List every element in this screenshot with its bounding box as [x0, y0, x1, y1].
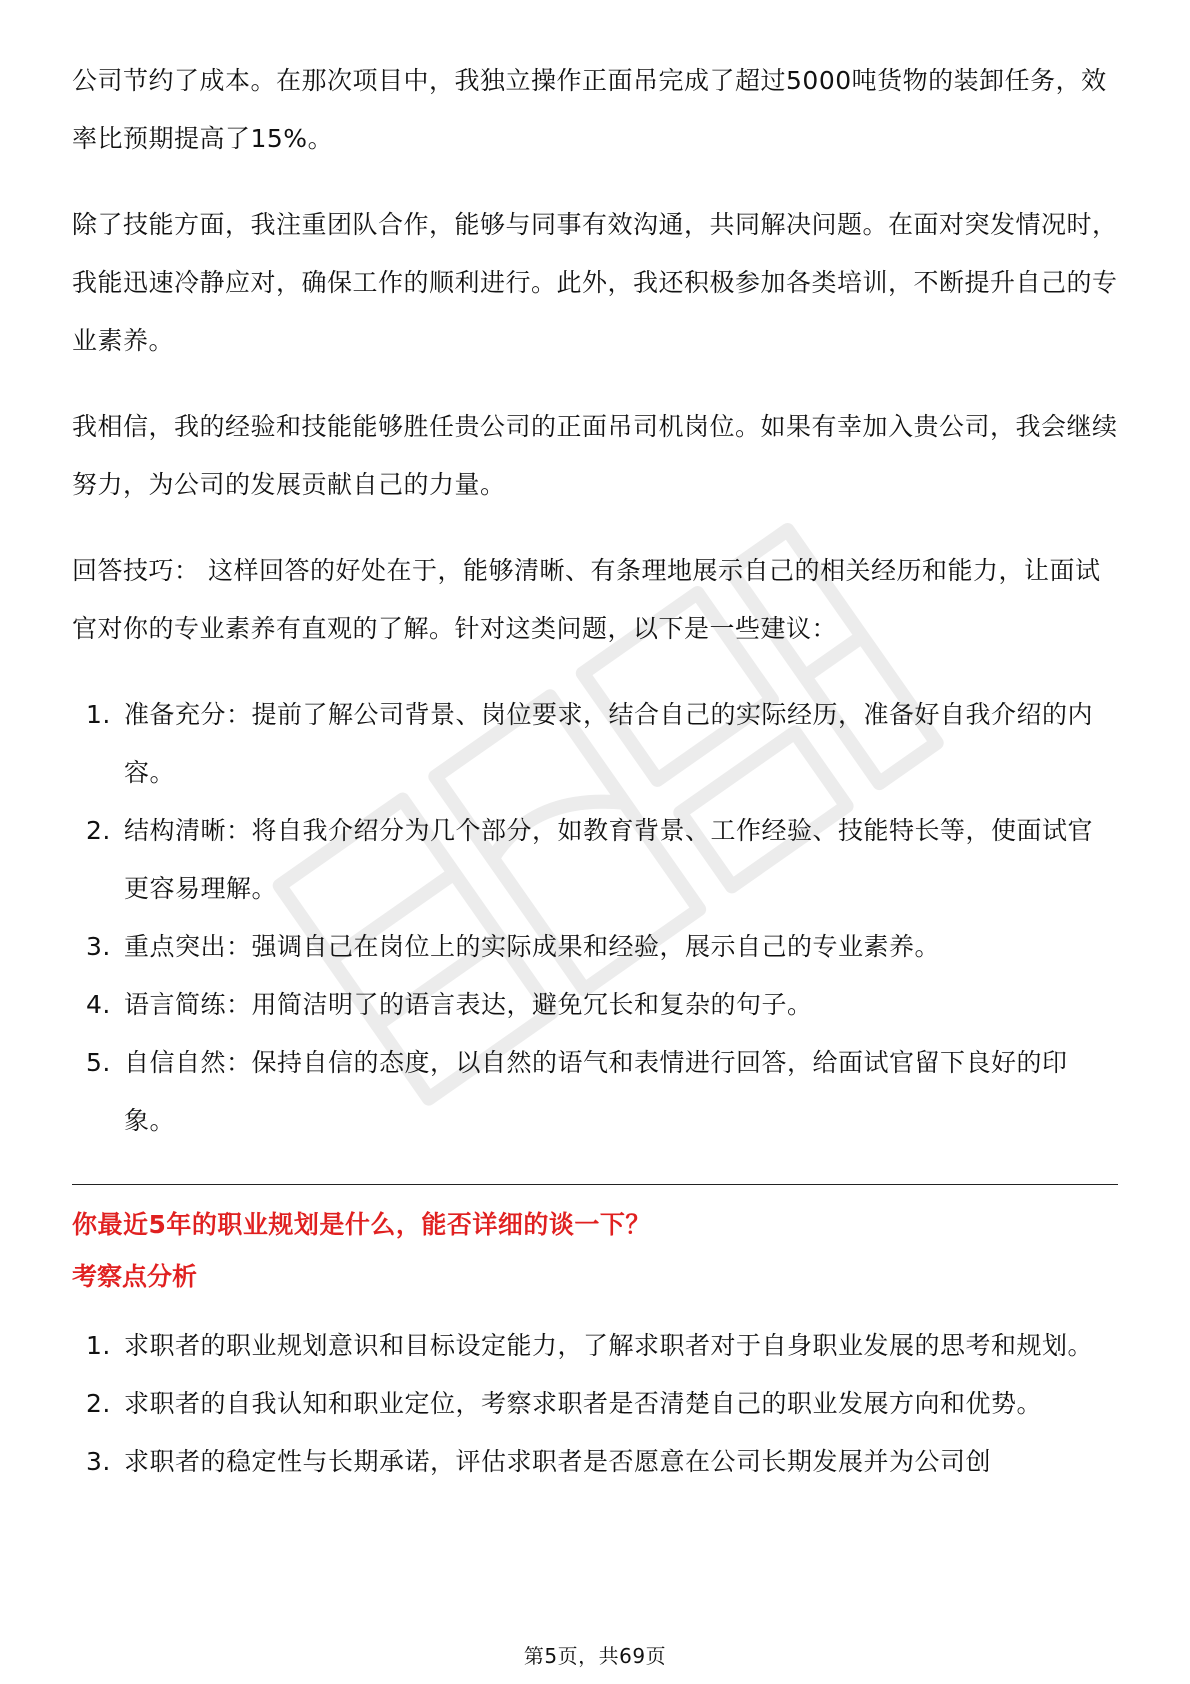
list-item-text: 求职者的稳定性与长期承诺，评估求职者是否愿意在公司长期发展并为公司创 [124, 1447, 992, 1476]
list-number: 1. [86, 1331, 111, 1360]
list-item [72, 686, 1118, 802]
analysis-heading: 考察点分析 [72, 1262, 198, 1291]
list-item-text: 重点突出：强调自己在岗位上的实际成果和经验，展示自己的专业素养。 [124, 932, 941, 961]
list-item [72, 1375, 1118, 1433]
list-number: 4. [86, 990, 111, 1019]
list-number: 2. [86, 816, 111, 845]
list-item [72, 1433, 1118, 1491]
list-item-text: 求职者的职业规划意识和目标设定能力，了解求职者对于自身职业发展的思考和规划。 [124, 1331, 1094, 1360]
paragraph-intro-continued: 公司节约了成本。在那次项目中，我独立操作正面吊完成了超过5000吨货物的装卸任务，效率比预期提高了15%。 [72, 66, 1107, 153]
paragraph-answer-tips: 回答技巧： 这样回答的好处在于，能够清晰、有条理地展示自己的相关经历和能力，让面试官对你的专业素养有直观的了解。针对这类问题，以下是一些建议： [72, 556, 1101, 643]
list-item-text: 求职者的自我认知和职业定位，考察求职者是否清楚自己的职业发展方向和优势。 [124, 1389, 1043, 1418]
list-item-text: 结构清晰：将自我介绍分为几个部分，如教育背景、工作经验、技能特长等，使面试官更容易理解。 [124, 816, 1094, 903]
list-item [72, 1034, 1118, 1150]
list-number: 2. [86, 1389, 111, 1418]
document-body [72, 52, 1118, 1491]
page-footer: 第5页，共69页 [523, 1644, 667, 1668]
question-title: 你最近5年的职业规划是什么，能否详细的谈一下？ [72, 1210, 651, 1239]
list-item [72, 918, 1118, 976]
paragraph-teamwork: 除了技能方面，我注重团队合作，能够与同事有效沟通，共同解决问题。在面对突发情况时，我能迅速冷静应对，确保工作的顺利进行。此外，我还积极参加各类培训，不断提升自己的专业素养。 [72, 210, 1118, 355]
list-item [72, 976, 1118, 1034]
section-divider [72, 1184, 1118, 1185]
tips-list [72, 686, 1118, 1150]
list-number: 5. [86, 1048, 111, 1077]
list-number: 3. [86, 1447, 111, 1476]
list-item-text: 准备充分：提前了解公司背景、岗位要求，结合自己的实际经历，准备好自我介绍的内容。 [124, 700, 1094, 787]
list-item [72, 1317, 1118, 1375]
analysis-points-list [72, 1317, 1118, 1491]
list-number: 3. [86, 932, 111, 961]
list-item [72, 802, 1118, 918]
list-number: 1. [86, 700, 111, 729]
list-item-text: 自信自然：保持自信的态度，以自然的语气和表情进行回答，给面试官留下良好的印象。 [124, 1048, 1068, 1135]
paragraph-conclusion: 我相信，我的经验和技能能够胜任贵公司的正面吊司机岗位。如果有幸加入贵公司，我会继续努力，为公司的发展贡献自己的力量。 [72, 412, 1118, 499]
list-item-text: 语言简练：用简洁明了的语言表达，避免冗长和复杂的句子。 [124, 990, 813, 1019]
